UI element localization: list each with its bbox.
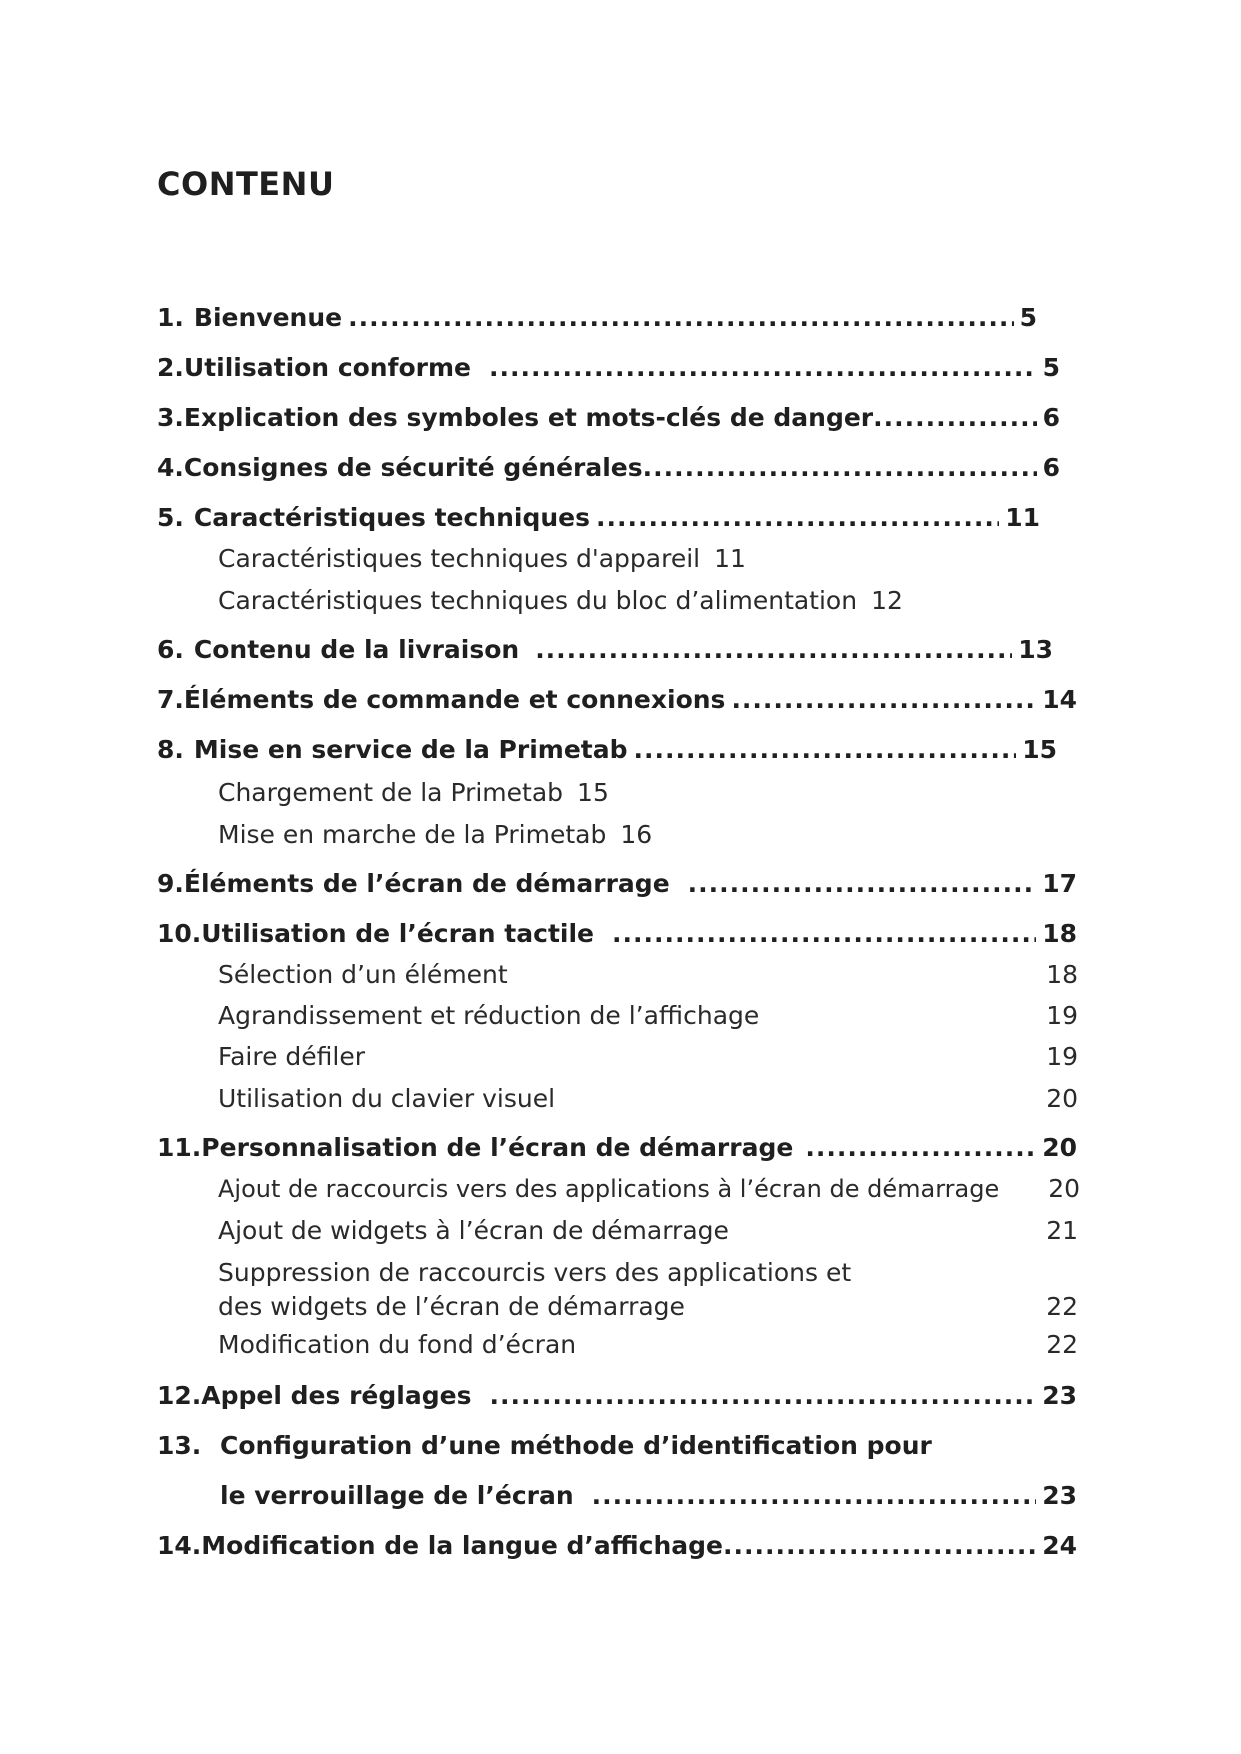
page-title: CONTENU <box>157 165 335 203</box>
toc-entry-page: 11 <box>1005 503 1040 532</box>
toc-subentry-page: 20 <box>1046 1084 1078 1113</box>
toc-subentry-page: 11 <box>714 544 746 573</box>
toc-entry-page: 18 <box>1042 919 1077 948</box>
toc-entry-label: Mise en service de la Primetab <box>193 735 628 764</box>
toc-entry-number: 7. <box>157 685 184 714</box>
toc-subentry-label: Mise en marche de la Primetab <box>218 820 607 849</box>
toc-entry-5[interactable] <box>157 498 1040 538</box>
toc-subentry-label: Utilisation du clavier visuel <box>218 1084 556 1113</box>
dot-leader <box>634 730 1017 770</box>
dot-leader <box>643 448 1037 488</box>
toc-subentry[interactable] <box>218 1328 1078 1368</box>
toc-entry-page: 23 <box>1042 1381 1077 1410</box>
toc-subentry-page: 19 <box>1046 1042 1078 1071</box>
toc-subentry[interactable] <box>218 1290 1078 1330</box>
toc-entry-number: 2. <box>157 353 184 382</box>
toc-subentry[interactable] <box>218 776 609 816</box>
toc-subentry-page: 15 <box>577 778 609 807</box>
toc-subentry-page: 22 <box>1046 1292 1078 1321</box>
toc-subentry-label: des widgets de l’écran de démarrage <box>218 1292 685 1321</box>
toc-entry-page: 5 <box>1042 353 1060 382</box>
toc-entry-14[interactable] <box>157 1526 1077 1566</box>
toc-entry-number: 12. <box>157 1381 202 1410</box>
toc-entry-11[interactable] <box>157 1128 1077 1168</box>
toc-subentry-label: Caractéristiques techniques d'appareil <box>218 544 701 573</box>
toc-entry-number: 10. <box>157 919 202 948</box>
toc-entry-13[interactable] <box>157 1426 1077 1466</box>
toc-entry-number: 11. <box>157 1133 202 1162</box>
toc-subentry-label: Chargement de la Primetab <box>218 778 564 807</box>
toc-subentry-page: 22 <box>1046 1330 1078 1359</box>
toc-entry-8[interactable] <box>157 730 1057 770</box>
toc-entry-label: Éléments de l’écran de démarrage <box>183 869 670 898</box>
toc-subentry-label: Caractéristiques techniques du bloc d’alimentation <box>218 586 858 615</box>
dot-leader <box>535 630 1012 670</box>
toc-subentry[interactable] <box>218 1082 1078 1122</box>
toc-subentry[interactable] <box>218 958 1078 998</box>
toc-entry-label: Personnalisation de l’écran de démarrage <box>201 1133 794 1162</box>
dot-leader <box>873 398 1036 438</box>
toc-entry-3[interactable] <box>157 398 1060 438</box>
toc-entry-page: 6 <box>1042 403 1060 432</box>
toc-subentry-label: Ajout de widgets à l’écran de démarrage <box>218 1216 729 1245</box>
toc-subentry[interactable] <box>218 818 652 858</box>
toc-entry-number: 3. <box>157 403 184 432</box>
dot-leader <box>731 680 1036 720</box>
toc-entry-number: 6. <box>157 635 184 664</box>
toc-subentry-label: Faire défiler <box>218 1042 366 1071</box>
toc-subentry[interactable] <box>218 1172 1080 1212</box>
toc-entry-page: 24 <box>1042 1531 1077 1560</box>
toc-subentry-page: 16 <box>620 820 653 849</box>
toc-subentry-page: 19 <box>1046 1001 1078 1030</box>
toc-subentry-label: Agrandissement et réduction de l’affichage <box>218 1001 760 1030</box>
dot-leader <box>348 298 1014 338</box>
toc-entry-number: 8. <box>157 735 184 764</box>
toc-entry-13-continued[interactable] <box>220 1476 1077 1516</box>
toc-entry-page: 6 <box>1042 453 1060 482</box>
toc-entry-page: 15 <box>1022 735 1057 764</box>
toc-entry-page: 17 <box>1042 869 1077 898</box>
toc-entry-page: 14 <box>1042 685 1077 714</box>
toc-entry-number: 13. <box>157 1431 202 1460</box>
toc-subentry[interactable] <box>218 542 746 582</box>
toc-subentry-label: Modification du fond d’écran <box>218 1330 577 1359</box>
dot-leader <box>723 1526 1036 1566</box>
dot-leader <box>489 1376 1036 1416</box>
toc-entry-1[interactable] <box>157 298 1037 338</box>
toc-subentry[interactable] <box>218 999 1078 1039</box>
toc-entry-number: 1. <box>157 303 184 332</box>
toc-subentry-page: 18 <box>1046 960 1078 989</box>
toc-entry-page: 20 <box>1042 1133 1077 1162</box>
toc-entry-label: le verrouillage de l’écran <box>220 1481 574 1510</box>
toc-subentry-page: 21 <box>1046 1216 1078 1245</box>
toc-subentry[interactable] <box>218 1214 1078 1254</box>
toc-entry-label: Consignes de sécurité générales <box>183 453 643 482</box>
toc-entry-number: 9. <box>157 869 184 898</box>
toc-entry-7[interactable] <box>157 680 1077 720</box>
toc-entry-label: Éléments de commande et connexions <box>183 685 726 714</box>
toc-entry-label: Modification de la langue d’affichage <box>201 1531 724 1560</box>
dot-leader <box>805 1128 1036 1168</box>
dot-leader <box>592 1476 1037 1516</box>
toc-entry-label: Utilisation conforme <box>183 353 471 382</box>
toc-entry-label: Explication des symboles et mots-clés de danger <box>183 403 874 432</box>
toc-entry-4[interactable] <box>157 448 1060 488</box>
toc-entry-12[interactable] <box>157 1376 1077 1416</box>
toc-entry-10[interactable] <box>157 914 1077 954</box>
toc-subentry[interactable] <box>218 584 903 624</box>
toc-subentry-page: 20 <box>1048 1174 1080 1203</box>
toc-entry-number: 14. <box>157 1531 202 1560</box>
toc-entry-label: Utilisation de l’écran tactile <box>201 919 594 948</box>
toc-entry-label: Contenu de la livraison <box>193 635 520 664</box>
toc-entry-label: Appel des réglages <box>201 1381 472 1410</box>
toc-entry-2[interactable] <box>157 348 1060 388</box>
toc-entry-number: 4. <box>157 453 184 482</box>
dot-leader <box>489 348 1037 388</box>
dot-leader <box>596 498 999 538</box>
toc-entry-9[interactable] <box>157 864 1077 904</box>
toc-entry-page: 13 <box>1018 635 1053 664</box>
toc-subentry-page: 12 <box>871 586 903 615</box>
toc-entry-number: 5. <box>157 503 184 532</box>
toc-subentry[interactable] <box>218 1040 1078 1080</box>
toc-subentry-label: Suppression de raccourcis vers des applications et <box>218 1258 852 1287</box>
toc-subentry-label: Ajout de raccourcis vers des applications à l’écran de démarrage <box>218 1175 1000 1203</box>
dot-leader <box>612 914 1036 954</box>
toc-entry-label: Caractéristiques techniques <box>193 503 590 532</box>
toc-subentry-label: Sélection d’un élément <box>218 960 508 989</box>
toc-entry-label: Configuration d’une méthode d’identification pour <box>220 1431 932 1460</box>
toc-entry-label: Bienvenue <box>193 303 343 332</box>
dot-leader <box>688 864 1037 904</box>
toc-entry-page: 5 <box>1019 303 1037 332</box>
toc-entry-page: 23 <box>1042 1481 1077 1510</box>
toc-entry-6[interactable] <box>157 630 1053 670</box>
